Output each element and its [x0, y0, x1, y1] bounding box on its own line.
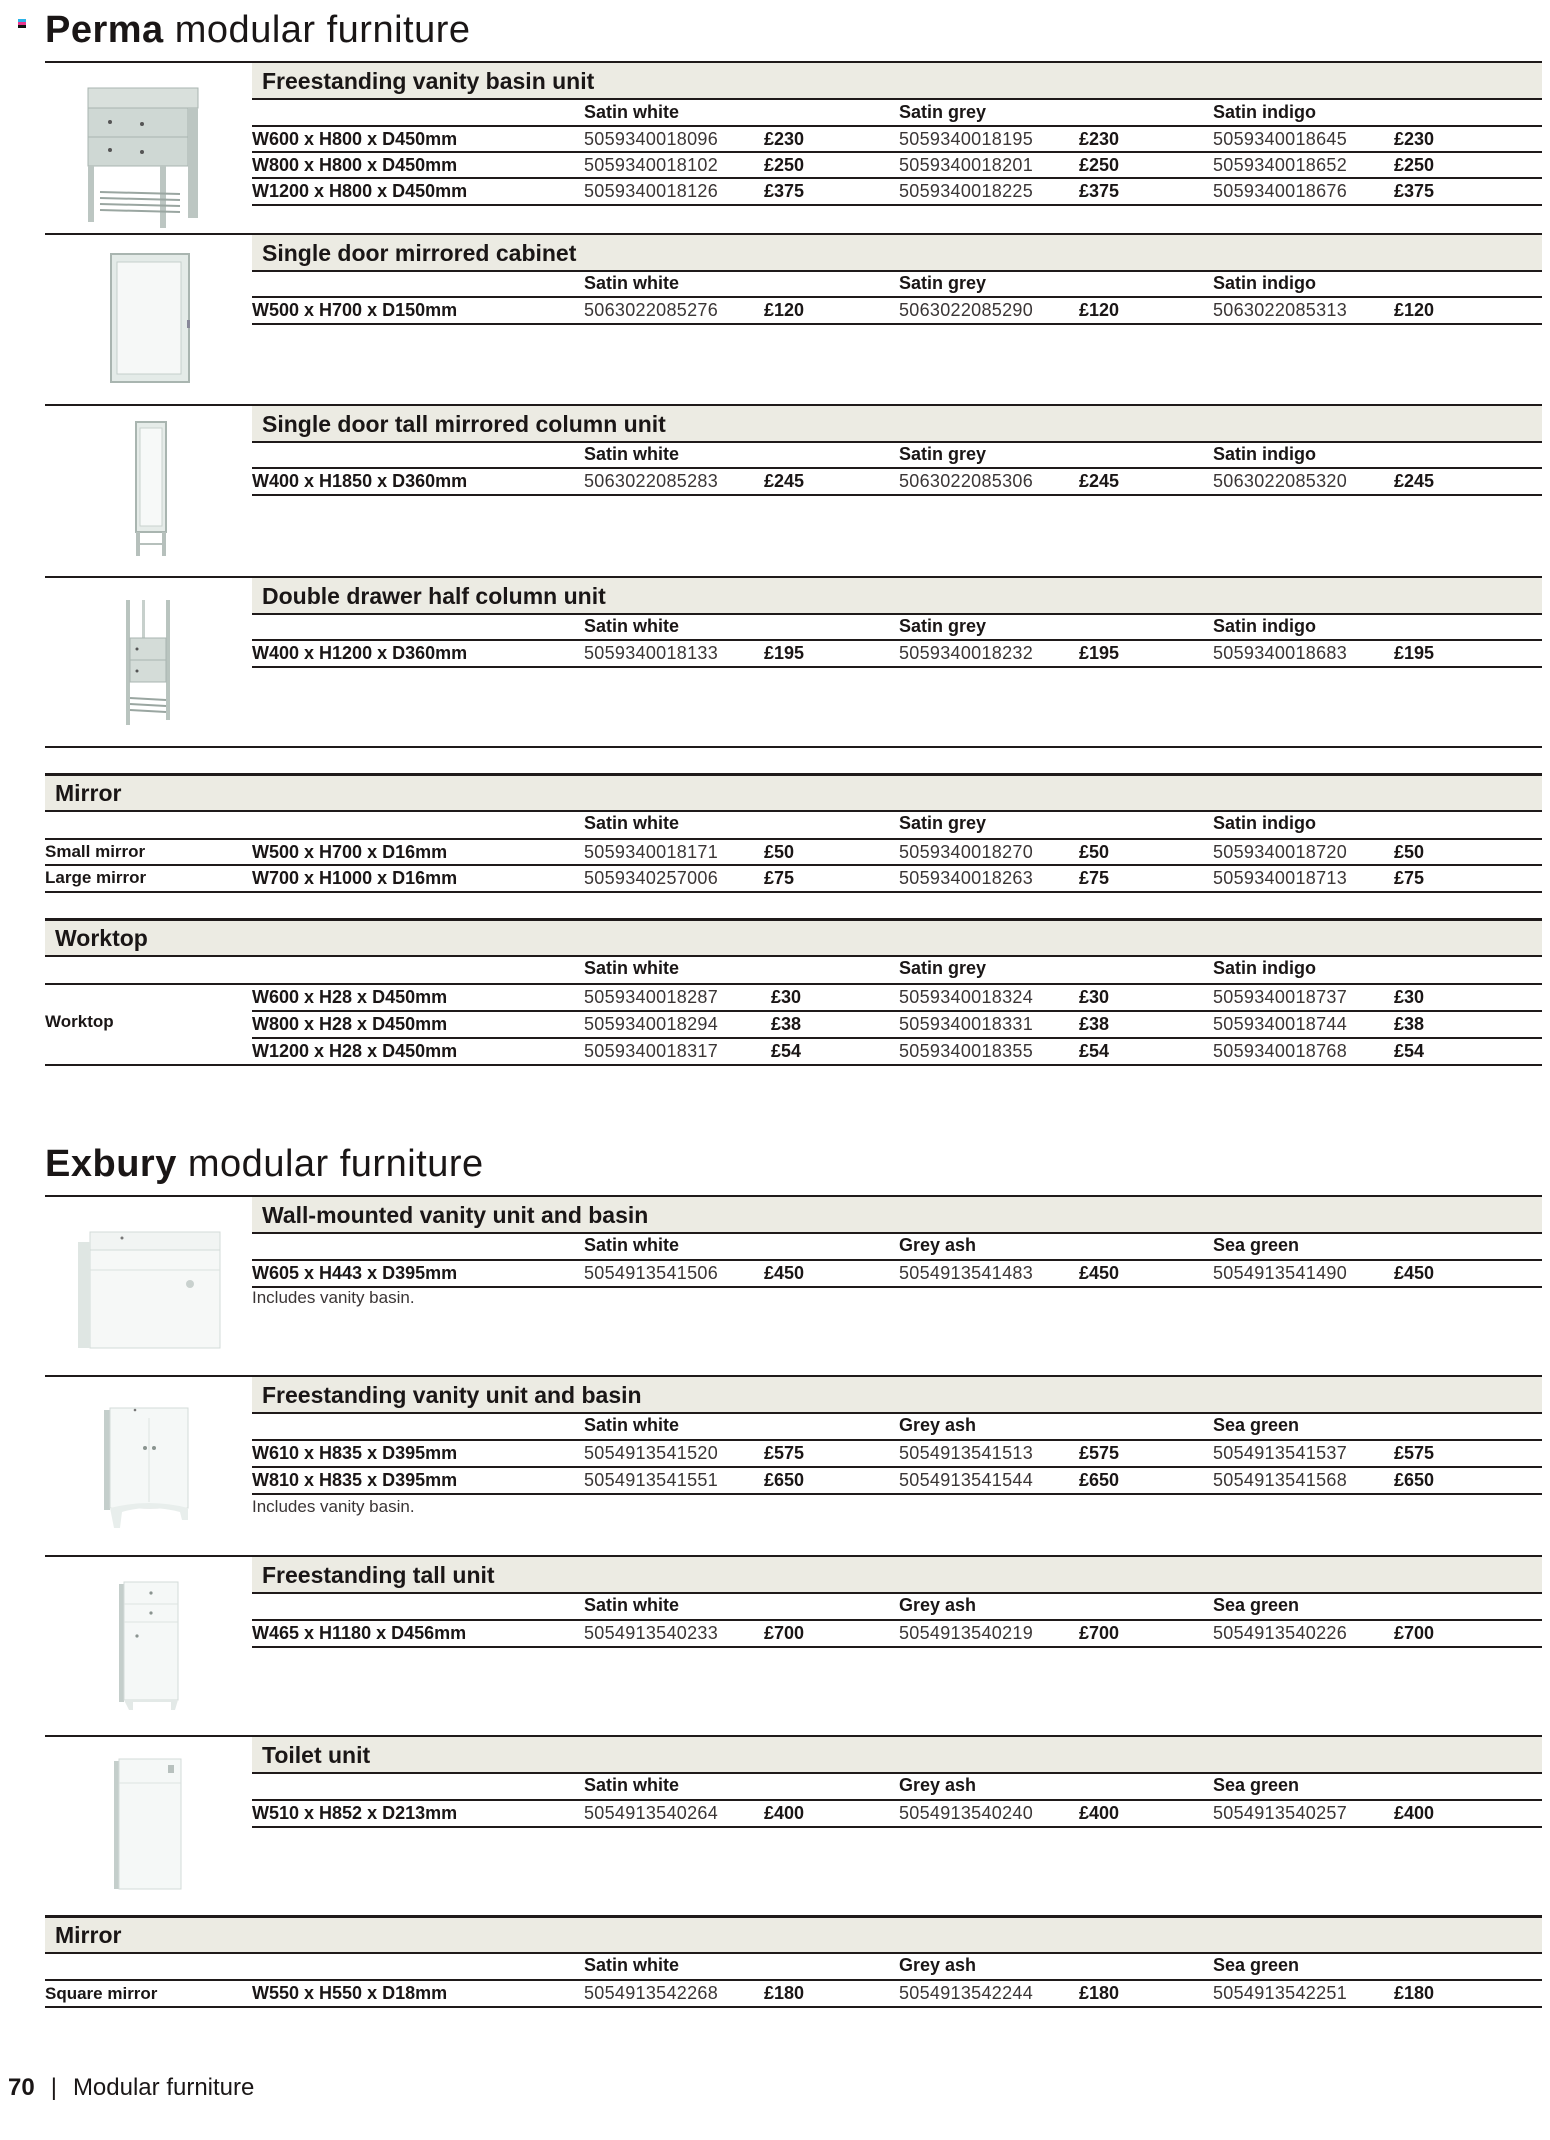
worktop-header-band — [45, 920, 1542, 955]
colour-header: Satin white — [584, 102, 680, 122]
product-code: 5059340018201 — [899, 155, 1034, 175]
price: £700 — [1079, 1623, 1120, 1643]
product-header-band — [252, 235, 1542, 270]
product-code: 5059340018225 — [899, 181, 1034, 201]
product-code: 5054913541506 — [584, 1263, 719, 1283]
colour-header: Sea green — [1213, 1775, 1300, 1795]
section-divider — [45, 746, 1542, 748]
product-image-tall-unit — [115, 1578, 185, 1713]
colour-header: Satin indigo — [1213, 102, 1316, 122]
product-image-tall-mirrored-column — [128, 420, 173, 560]
dimensions: W800 x H800 x D450mm — [252, 155, 458, 175]
colour-header: Grey ash — [899, 1595, 977, 1615]
price: £375 — [1079, 181, 1120, 201]
price: £120 — [764, 300, 805, 320]
price: £120 — [1394, 300, 1435, 320]
rule — [252, 204, 1542, 206]
price: £250 — [764, 155, 805, 175]
dimensions: W605 x H443 x D395mm — [252, 1263, 458, 1283]
product-code: 5059340018720 — [1213, 842, 1348, 862]
product-code: 5054913540240 — [899, 1803, 1034, 1823]
product-code: 5059340018102 — [584, 155, 719, 175]
rule — [45, 955, 1542, 957]
dimensions: W400 x H1200 x D360mm — [252, 643, 468, 663]
colour-header: Grey ash — [899, 1415, 977, 1435]
product-code: 5054913540264 — [584, 1803, 719, 1823]
price: £180 — [1394, 1983, 1435, 2003]
price: £450 — [764, 1263, 805, 1283]
product-image-vanity-basin-unit — [80, 82, 210, 232]
rule — [252, 1826, 1542, 1828]
dimensions: W1200 x H800 x D450mm — [252, 181, 468, 201]
brand-name: Exbury — [45, 1143, 177, 1185]
price: £375 — [1394, 181, 1435, 201]
product-code: 5054913542251 — [1213, 1983, 1348, 2003]
section-name: Mirror — [55, 1922, 122, 1948]
rule — [252, 270, 1542, 272]
price: £180 — [764, 1983, 805, 2003]
colour-header: Sea green — [1213, 1415, 1300, 1435]
price: £250 — [1394, 155, 1435, 175]
colour-header: Satin grey — [899, 273, 987, 293]
product-code: 5059340018294 — [584, 1014, 719, 1034]
rule — [252, 494, 1542, 496]
product-code: 5059340018263 — [899, 868, 1034, 888]
price: £195 — [764, 643, 805, 663]
row-label: Large mirror — [45, 868, 147, 887]
dimensions: W510 x H852 x D213mm — [252, 1803, 458, 1823]
page-footer — [8, 2074, 254, 2102]
dimensions: W465 x H1180 x D456mm — [252, 1623, 467, 1643]
colour-header: Satin white — [584, 273, 680, 293]
row-label: Small mirror — [45, 842, 146, 861]
dimensions: W700 x H1000 x D16mm — [252, 868, 458, 888]
price: £700 — [764, 1623, 805, 1643]
product-code: 5059340018355 — [899, 1041, 1034, 1061]
colour-header: Satin grey — [899, 444, 987, 464]
product-code: 5054913541568 — [1213, 1470, 1348, 1490]
rule — [252, 1412, 1542, 1414]
product-code: 5059340018768 — [1213, 1041, 1348, 1061]
product-code: 5059340257006 — [584, 868, 719, 888]
price: £30 — [1079, 987, 1110, 1007]
dimensions: W500 x H700 x D16mm — [252, 842, 448, 862]
price: £75 — [1394, 868, 1425, 888]
brand-name: Perma — [45, 9, 164, 51]
product-name: Single door mirrored cabinet — [262, 240, 577, 266]
product-code: 5059340018133 — [584, 643, 719, 663]
rule — [45, 1064, 1542, 1066]
footer-section-name: Modular furniture — [72, 2074, 255, 2101]
rule — [45, 891, 1542, 893]
product-code: 5063022085313 — [1213, 300, 1348, 320]
title-rest: modular furniture — [174, 9, 471, 51]
dimensions: W810 x H835 x D395mm — [252, 1470, 458, 1490]
product-code: 5054913541544 — [899, 1470, 1034, 1490]
price: £700 — [1394, 1623, 1435, 1643]
price: £450 — [1079, 1263, 1120, 1283]
colour-header: Sea green — [1213, 1595, 1300, 1615]
price: £50 — [1079, 842, 1110, 862]
colour-header: Satin white — [584, 1595, 680, 1615]
price: £575 — [1079, 1443, 1120, 1463]
section-name: Worktop — [55, 925, 148, 951]
price: £400 — [1079, 1803, 1120, 1823]
colour-header: Satin indigo — [1213, 616, 1316, 636]
product-header-band — [252, 63, 1542, 98]
product-code: 5059340018317 — [584, 1041, 719, 1061]
colour-header: Satin grey — [899, 813, 987, 833]
colour-header: Satin grey — [899, 616, 987, 636]
rule — [252, 613, 1542, 615]
price: £38 — [771, 1014, 802, 1034]
price: £38 — [1079, 1014, 1110, 1034]
product-name: Freestanding vanity basin unit — [262, 68, 595, 94]
product-code: 5059340018270 — [899, 842, 1034, 862]
product-code: 5054913540233 — [584, 1623, 719, 1643]
dimensions: W500 x H700 x D150mm — [252, 300, 458, 320]
product-name: Wall-mounted vanity unit and basin — [262, 1202, 649, 1228]
product-code: 5059340018737 — [1213, 987, 1348, 1007]
colour-header: Satin indigo — [1213, 273, 1316, 293]
product-header-band — [252, 578, 1542, 613]
price: £38 — [1394, 1014, 1425, 1034]
dimensions: W600 x H800 x D450mm — [252, 129, 458, 149]
rule — [252, 323, 1542, 325]
price: £250 — [1079, 155, 1120, 175]
price: £245 — [1394, 471, 1435, 491]
rule — [252, 1493, 1542, 1495]
price: £120 — [1079, 300, 1120, 320]
product-code: 5059340018287 — [584, 987, 719, 1007]
product-code: 5054913541490 — [1213, 1263, 1348, 1283]
product-code: 5054913541537 — [1213, 1443, 1348, 1463]
product-image-freestanding-vanity — [100, 1402, 195, 1537]
price: £230 — [1394, 129, 1435, 149]
price: £75 — [764, 868, 795, 888]
product-header-band — [252, 1557, 1542, 1592]
colour-header: Sea green — [1213, 1235, 1300, 1255]
exbury-section-title — [45, 1142, 484, 1186]
dimensions: W550 x H550 x D18mm — [252, 1983, 448, 2003]
footer-separator: | — [50, 2074, 57, 2101]
price: £30 — [1394, 987, 1425, 1007]
colour-header: Satin white — [584, 958, 680, 978]
colour-header: Sea green — [1213, 1955, 1300, 1975]
product-code: 5063022085306 — [899, 471, 1034, 491]
product-code: 5063022085276 — [584, 300, 719, 320]
colour-header: Satin grey — [899, 102, 987, 122]
price: £375 — [764, 181, 805, 201]
colour-header: Satin white — [584, 1235, 680, 1255]
product-image-toilet-unit — [110, 1755, 190, 1895]
product-image-half-column-unit — [122, 600, 177, 730]
product-image-mirrored-cabinet — [105, 252, 195, 387]
product-name: Freestanding tall unit — [262, 1562, 495, 1588]
perma-section-title — [45, 8, 471, 52]
price: £245 — [1079, 471, 1120, 491]
rule — [252, 98, 1542, 100]
rule — [45, 773, 1542, 776]
colour-header: Satin white — [584, 1775, 680, 1795]
price: £75 — [1079, 868, 1110, 888]
section-name: Mirror — [55, 780, 122, 806]
price: £180 — [1079, 1983, 1120, 2003]
dimensions: W400 x H1850 x D360mm — [252, 471, 468, 491]
product-code: 5059340018645 — [1213, 129, 1348, 149]
product-image-wall-mounted-vanity — [70, 1222, 230, 1352]
dimensions: W600 x H28 x D450mm — [252, 987, 448, 1007]
dimensions: W800 x H28 x D450mm — [252, 1014, 448, 1034]
product-code: 5059340018652 — [1213, 155, 1348, 175]
price: £450 — [1394, 1263, 1435, 1283]
rule — [252, 666, 1542, 668]
product-name: Single door tall mirrored column unit — [262, 411, 666, 437]
price: £50 — [764, 842, 795, 862]
product-code: 5059340018195 — [899, 129, 1034, 149]
price: £650 — [1394, 1470, 1435, 1490]
rule — [252, 1646, 1542, 1648]
colour-header: Satin white — [584, 1955, 680, 1975]
rule — [252, 1286, 1542, 1288]
colour-header: Satin indigo — [1213, 813, 1316, 833]
product-code: 5059340018232 — [899, 643, 1034, 663]
price: £54 — [771, 1041, 802, 1061]
product-code: 5054913540219 — [899, 1623, 1034, 1643]
product-code: 5054913540257 — [1213, 1803, 1348, 1823]
colour-header: Grey ash — [899, 1955, 977, 1975]
product-code: 5059340018324 — [899, 987, 1034, 1007]
product-code: 5059340018676 — [1213, 181, 1348, 201]
product-code: 5063022085290 — [899, 300, 1034, 320]
price: £230 — [1079, 129, 1120, 149]
product-code: 5059340018096 — [584, 129, 719, 149]
price: £54 — [1394, 1041, 1425, 1061]
colour-header: Satin white — [584, 616, 680, 636]
colour-header: Satin indigo — [1213, 444, 1316, 464]
product-code: 5063022085283 — [584, 471, 719, 491]
product-code: 5054913542244 — [899, 1983, 1034, 2003]
page-number: 70 — [8, 2074, 35, 2101]
rule — [252, 441, 1542, 443]
product-header-band — [252, 1197, 1542, 1232]
price: £245 — [764, 471, 805, 491]
print-registration-mark — [18, 19, 26, 28]
rule — [45, 1952, 1542, 1954]
rule — [45, 810, 1542, 812]
price: £400 — [764, 1803, 805, 1823]
price: £650 — [764, 1470, 805, 1490]
product-name: Double drawer half column unit — [262, 583, 606, 609]
product-code: 5054913541513 — [899, 1443, 1034, 1463]
price: £54 — [1079, 1041, 1110, 1061]
colour-header: Satin white — [584, 813, 680, 833]
mirror-header-band — [45, 1917, 1542, 1952]
product-note: Includes vanity basin. — [252, 1497, 415, 1516]
product-code: 5059340018683 — [1213, 643, 1348, 663]
colour-header: Satin grey — [899, 958, 987, 978]
product-name: Toilet unit — [262, 1742, 371, 1768]
price: £400 — [1394, 1803, 1435, 1823]
rule — [45, 918, 1542, 921]
product-code: 5059340018171 — [584, 842, 719, 862]
product-code: 5059340018744 — [1213, 1014, 1348, 1034]
price: £195 — [1079, 643, 1120, 663]
product-code: 5054913540226 — [1213, 1623, 1348, 1643]
rule — [252, 1592, 1542, 1594]
product-code: 5063022085320 — [1213, 471, 1348, 491]
product-code: 5059340018331 — [899, 1014, 1034, 1034]
row-label: Worktop — [45, 1012, 114, 1031]
price: £575 — [1394, 1443, 1435, 1463]
product-code: 5054913541520 — [584, 1443, 719, 1463]
product-header-band — [252, 406, 1542, 441]
product-code: 5059340018126 — [584, 181, 719, 201]
title-rest: modular furniture — [187, 1143, 484, 1185]
rule — [45, 2006, 1542, 2008]
dimensions: W1200 x H28 x D450mm — [252, 1041, 458, 1061]
price: £195 — [1394, 643, 1435, 663]
product-code: 5054913541483 — [899, 1263, 1034, 1283]
product-header-band — [252, 1737, 1542, 1772]
price: £650 — [1079, 1470, 1120, 1490]
price: £230 — [764, 129, 805, 149]
rule — [45, 1915, 1542, 1918]
product-code: 5054913541551 — [584, 1470, 719, 1490]
colour-header: Satin indigo — [1213, 958, 1316, 978]
product-code: 5054913542268 — [584, 1983, 719, 2003]
price: £50 — [1394, 842, 1425, 862]
row-label: Square mirror — [45, 1984, 158, 2003]
rule — [252, 1772, 1542, 1774]
price: £575 — [764, 1443, 805, 1463]
product-note: Includes vanity basin. — [252, 1288, 415, 1307]
product-code: 5059340018713 — [1213, 868, 1348, 888]
dimensions: W610 x H835 x D395mm — [252, 1443, 458, 1463]
price: £30 — [771, 987, 802, 1007]
colour-header: Satin white — [584, 1415, 680, 1435]
product-name: Freestanding vanity unit and basin — [262, 1382, 642, 1408]
product-header-band — [252, 1377, 1542, 1412]
rule — [252, 1232, 1542, 1234]
colour-header: Grey ash — [899, 1775, 977, 1795]
colour-header: Satin white — [584, 444, 680, 464]
colour-header: Grey ash — [899, 1235, 977, 1255]
mirror-header-band — [45, 775, 1542, 810]
